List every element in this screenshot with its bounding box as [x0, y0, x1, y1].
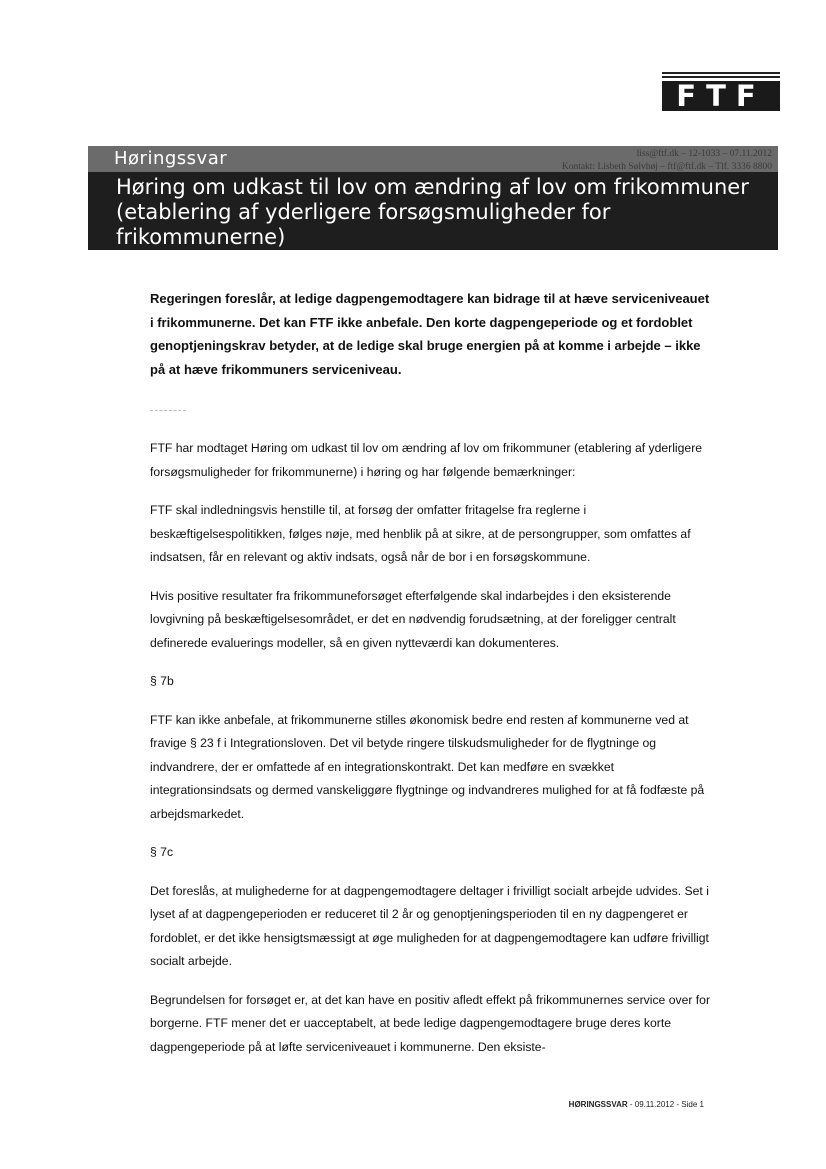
- meta-contact: Kontakt: Lisbeth Sølvhøj – ftf@ftf.dk – Tlf. 3336 8800: [561, 162, 772, 172]
- document-title: Høring om udkast til lov om ændring af lov om frikommuner (etablering af yderligere forsøgsmuligheder for frikommunerne): [116, 175, 749, 249]
- body-text: [150, 437, 712, 1074]
- page-footer: [569, 1100, 704, 1109]
- paragraph: Hvis positive resultater fra frikommuneforsøget efterfølgende skal indarbejdes i den eksisterende lovgivning på beskæftigelsesområdet, er det en nødvendig forudsætning, at der foreligger centralt definerede evaluerings modeller, så en given nytteværdi kan dokumenteres.: [150, 588, 676, 650]
- paragraph: FTF kan ikke anbefale, at frikommunerne stilles økonomisk bedre end resten af kommunerne ved at fravige § 23 f i Integrationsloven. Det vil betyde ringere tilskudsmuligheder for de flygtninge og indvandrere, der er omfattede af en integrationskontrakt. Det kan medføre en svækket integrationsindsats og dermed vanskeliggøre flygtninge og indvandreres mulighed for at få fodfæste på arbejdsmarkedet.: [150, 712, 705, 821]
- footer-label: HØRINGSSVAR: [568, 1100, 628, 1109]
- footer-info: - 09.11.2012 - Side 1: [627, 1100, 704, 1109]
- logo-mark: FTF: [662, 81, 780, 111]
- paragraph: Det foreslås, at mulighederne for at dagpengemodtagere deltager i frivilligt socialt arbejde udvides. Set i lyset af at dagpengeperioden er reduceret til 2 år og genoptjeningsperioden til en ny dagpengeret er fordoblet, er det ikke hensigtsmæssigt at øge muligheden for at dagpengemodtagere kan udføre frivilligt socialt arbejde.: [150, 883, 709, 968]
- document-meta: [452, 148, 772, 174]
- logo-bars: [662, 72, 780, 78]
- paragraph: Begrundelsen for forsøget er, at det kan have en positiv afledt effekt på frikommunernes service over for borgerne. FTF mener det er uacceptabelt, at bede ledige dagpengemodtagere bruge deres korte dagpengeperiode på at løfte serviceniveauet i kommunerne. Den eksiste-: [150, 992, 711, 1054]
- meta-reference: liss@ftf.dk – 12-1033 – 07.11.2012: [636, 149, 772, 159]
- document-type: Høringssvar: [114, 148, 228, 169]
- separator: [150, 410, 186, 411]
- paragraph: FTF skal indledningsvis henstille til, at forsøg der omfatter fritagelse fra reglerne i beskæftigelsespolitikken, følges nøje, med henblik på at sikre, at de persongrupper, som omfattes af indsatsen, får en relevant og aktiv indsats, også når de bor i en forsøgskommune.: [150, 503, 691, 564]
- ftf-logo: [662, 72, 780, 112]
- section-heading: § 7b: [150, 674, 174, 688]
- section-heading: § 7c: [150, 845, 174, 859]
- paragraph: FTF har modtaget Høring om udkast til lov om ændring af lov om frikommuner (etablering af yderligere forsøgsmuligheder for frikommunerne) i høring og har følgende bemærkninger:: [150, 441, 703, 479]
- lead-paragraph: Regeringen foreslår, at ledige dagpengemodtagere kan bidrage til at hæve serviceniveauet i frikommunerne. Det kan FTF ikke anbefale. Den korte dagpengeperiode og et fordoblet genoptjeningskrav betyder, at de ledige skal bruge energien på at komme i arbejde – ikke på at hæve frikommuners serviceniveau.: [150, 291, 710, 377]
